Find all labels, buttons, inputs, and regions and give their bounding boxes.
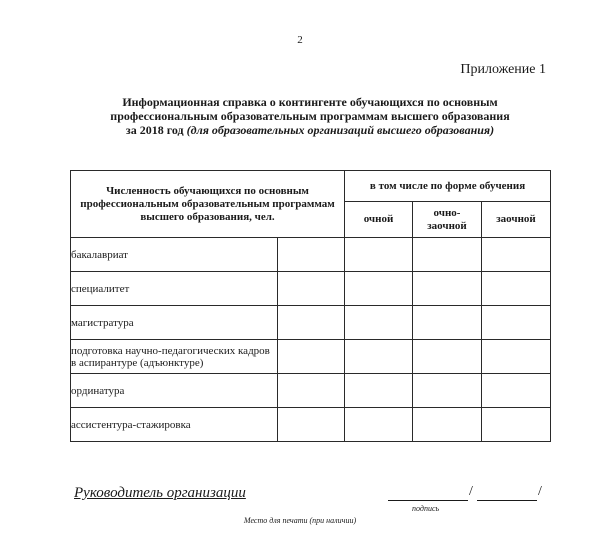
separator-slash: / [538,484,542,499]
row-label: ординатура [71,374,278,408]
header-extramural: заочной [482,202,551,238]
row-label: бакалавриат [71,238,278,272]
header-total-students: Численность обучающихся по основным профессиональным образовательным программам высшего образования, чел. [71,171,345,238]
appendix-label: Приложение 1 [460,62,546,77]
page-number: 2 [297,34,303,46]
header-part-time: очно- заочной [413,202,482,238]
head-of-organization-label: Руководитель организации [74,485,246,501]
signature-line[interactable] [388,500,468,501]
row-label: специалитет [71,272,278,306]
row-label: подготовка научно-педагогических кадров в аспирантуре (адъюнктуре) [71,340,278,374]
signature-caption: подпись [412,504,440,513]
title-note: (для образовательных организаций высшего образования) [186,123,495,137]
row-label: ассистентура-стажировка [71,408,278,442]
name-line[interactable] [477,500,537,501]
title-year: за 2018 год [125,123,184,137]
header-study-form-group: в том числе по форме обучения [345,171,551,202]
separator-slash: / [469,484,473,499]
row-label: магистратура [71,306,278,340]
title-line-2: профессиональным образовательным программам высшего образования [110,109,510,123]
header-full-time: очной [345,202,413,238]
seal-place-caption: Место для печати (при наличии) [243,516,357,525]
title-line-1: Информационная справка о контингенте обучающихся по основным [122,95,498,109]
